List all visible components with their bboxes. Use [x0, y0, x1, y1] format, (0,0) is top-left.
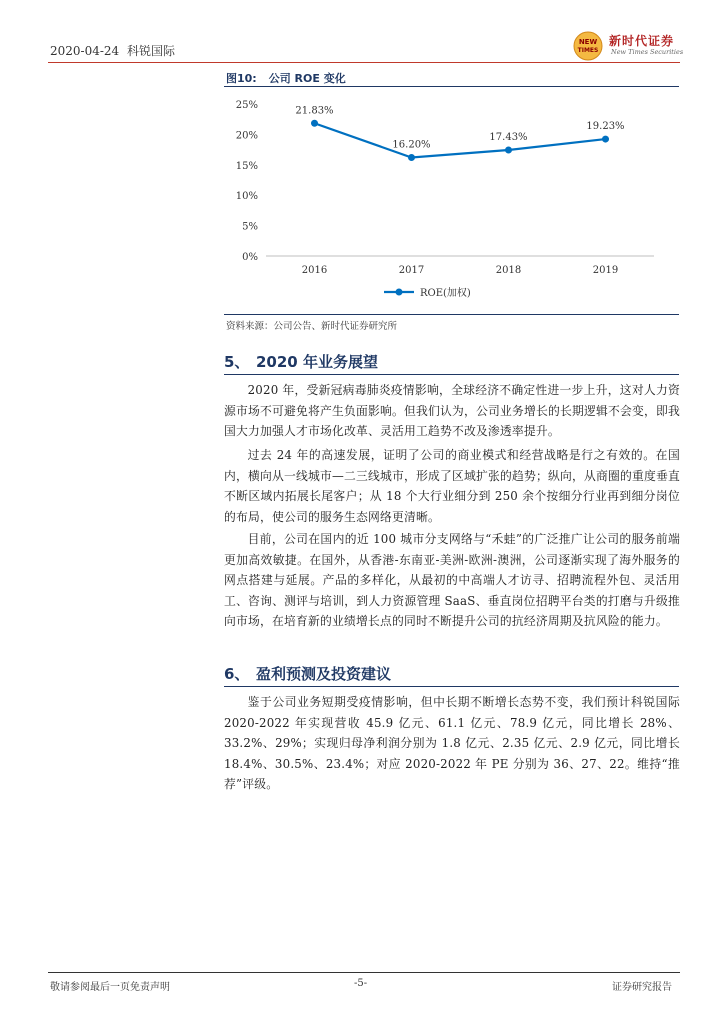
figure-caption: 公司 ROE 变化	[268, 72, 346, 85]
section-6-number: 6、	[224, 665, 250, 683]
figure-title	[226, 70, 358, 86]
x-tick-label: 2016	[301, 265, 328, 276]
figure-top-rule	[224, 86, 679, 87]
roe-data-point	[311, 120, 318, 127]
series-layer	[295, 105, 624, 161]
section-5-rule	[224, 374, 679, 375]
legend-label: ROE(加权)	[420, 288, 471, 299]
report-date: 2020-04-24	[50, 44, 120, 58]
roe-data-point	[505, 147, 512, 154]
footer-divider	[48, 972, 680, 973]
roe-data-point	[408, 154, 415, 161]
x-tick-label: 2017	[398, 265, 425, 276]
data-label: 16.20%	[392, 139, 431, 151]
y-tick-label: 15%	[235, 160, 258, 172]
section-6-rule	[224, 686, 679, 687]
data-label: 19.23%	[586, 121, 625, 133]
section-5-heading	[224, 351, 378, 372]
figure-bottom-rule	[224, 314, 679, 315]
x-axis	[302, 265, 618, 276]
broker-logo	[572, 30, 682, 62]
chart-legend	[384, 286, 471, 299]
figure-source: 资料来源：公司公告、新时代证券研究所	[226, 321, 398, 332]
section-5-number: 5、	[224, 353, 250, 371]
section-5-paragraph-3: 目前，公司在国内的近 100 城市分支网络与“禾蛙”的广泛推广让公司的服务前端更加高效敏捷。在国外，从香港-东南亚-美洲-欧洲-澳洲，公司逐渐实现了海外服务的网点搭建与延展。产品的多样化，从最初的中高端人才访寻、招聘流程外包、灵活用工、咨询、测评与培训，到人力资源管理 SaaS、垂直岗位招聘平台类的打磨与升级推向市场，在培育新的业绩增长点的同时不断提升公司的抗经济周期及抗风险的能力。	[224, 532, 680, 628]
section-6-title: 盈利预测及投资建议	[256, 665, 392, 683]
y-tick-label: 20%	[235, 130, 258, 142]
section-5-paragraph-2: 过去 24 年的高速发展，证明了公司的商业模式和经营战略是行之有效的。在国内，横向从一线城市—二三线城市，形成了区域扩张的趋势；纵向，从商圈的重度垂直不断区域内拓展长尾客户；从 18 个大行业细分到 250 余个按细分行业再到细分岗位的布局，使公司的服务生态网络更清晰。	[224, 448, 680, 524]
logo-name: 新时代证券	[609, 34, 675, 48]
y-tick-label: 25%	[235, 100, 258, 111]
x-tick-label: 2018	[495, 265, 522, 276]
data-label: 17.43%	[489, 132, 528, 144]
data-label: 21.83%	[295, 105, 334, 117]
section-6-paragraph-1: 鉴于公司业务短期受疫情影响，但中长期不断增长态势不变，我们预计科锐国际 2020-2022 年实现营收 45.9 亿元、61.1 亿元、78.9 亿元，同比增长 28%、33.2%、29%；实现归母净利润分别为 1.8 亿元、2.35 亿元、2.9 亿元，同比增长 18.4%、30.5%、23.4%；对应 2020-2022 年 PE 分别为 36、27、22。维持“推荐”评级。	[224, 695, 680, 791]
roe-data-point	[602, 136, 609, 143]
header-info	[50, 42, 179, 59]
header-divider	[48, 62, 680, 63]
roe-line-chart	[224, 88, 679, 313]
logo-english: New Times Securities	[611, 48, 684, 56]
y-tick-label: 5%	[242, 221, 258, 233]
figure-number: 图10:	[226, 72, 257, 85]
footer-disclaimer: 敬请参阅最后一页免责声明	[50, 982, 170, 993]
section-5-paragraph-1: 2020 年，受新冠病毒肺炎疫情影响，全球经济不确定性进一步上升，这对人力资源市场不可避免将产生负面影响。但我们认为，公司业务增长的长期逻辑不会变，即我国大力加强人才市场化改革、灵活用工趋势不改及渗透率提升。	[224, 383, 680, 438]
x-tick-label: 2019	[592, 265, 619, 276]
section-6-heading	[224, 663, 391, 684]
footer-report-type: 证券研究报告	[612, 982, 672, 993]
section-5-title: 2020 年业务展望	[256, 353, 378, 371]
y-tick-label: 0%	[242, 252, 258, 263]
legend-marker	[396, 289, 403, 296]
y-tick-label: 10%	[235, 191, 258, 203]
company-name: 科锐国际	[127, 44, 176, 58]
svg-text:TIMES: TIMES	[577, 47, 599, 54]
new-times-logo-icon	[572, 30, 608, 62]
svg-text:NEW: NEW	[578, 38, 598, 46]
page-number: -5-	[354, 978, 368, 989]
roe-series-line	[315, 123, 606, 157]
